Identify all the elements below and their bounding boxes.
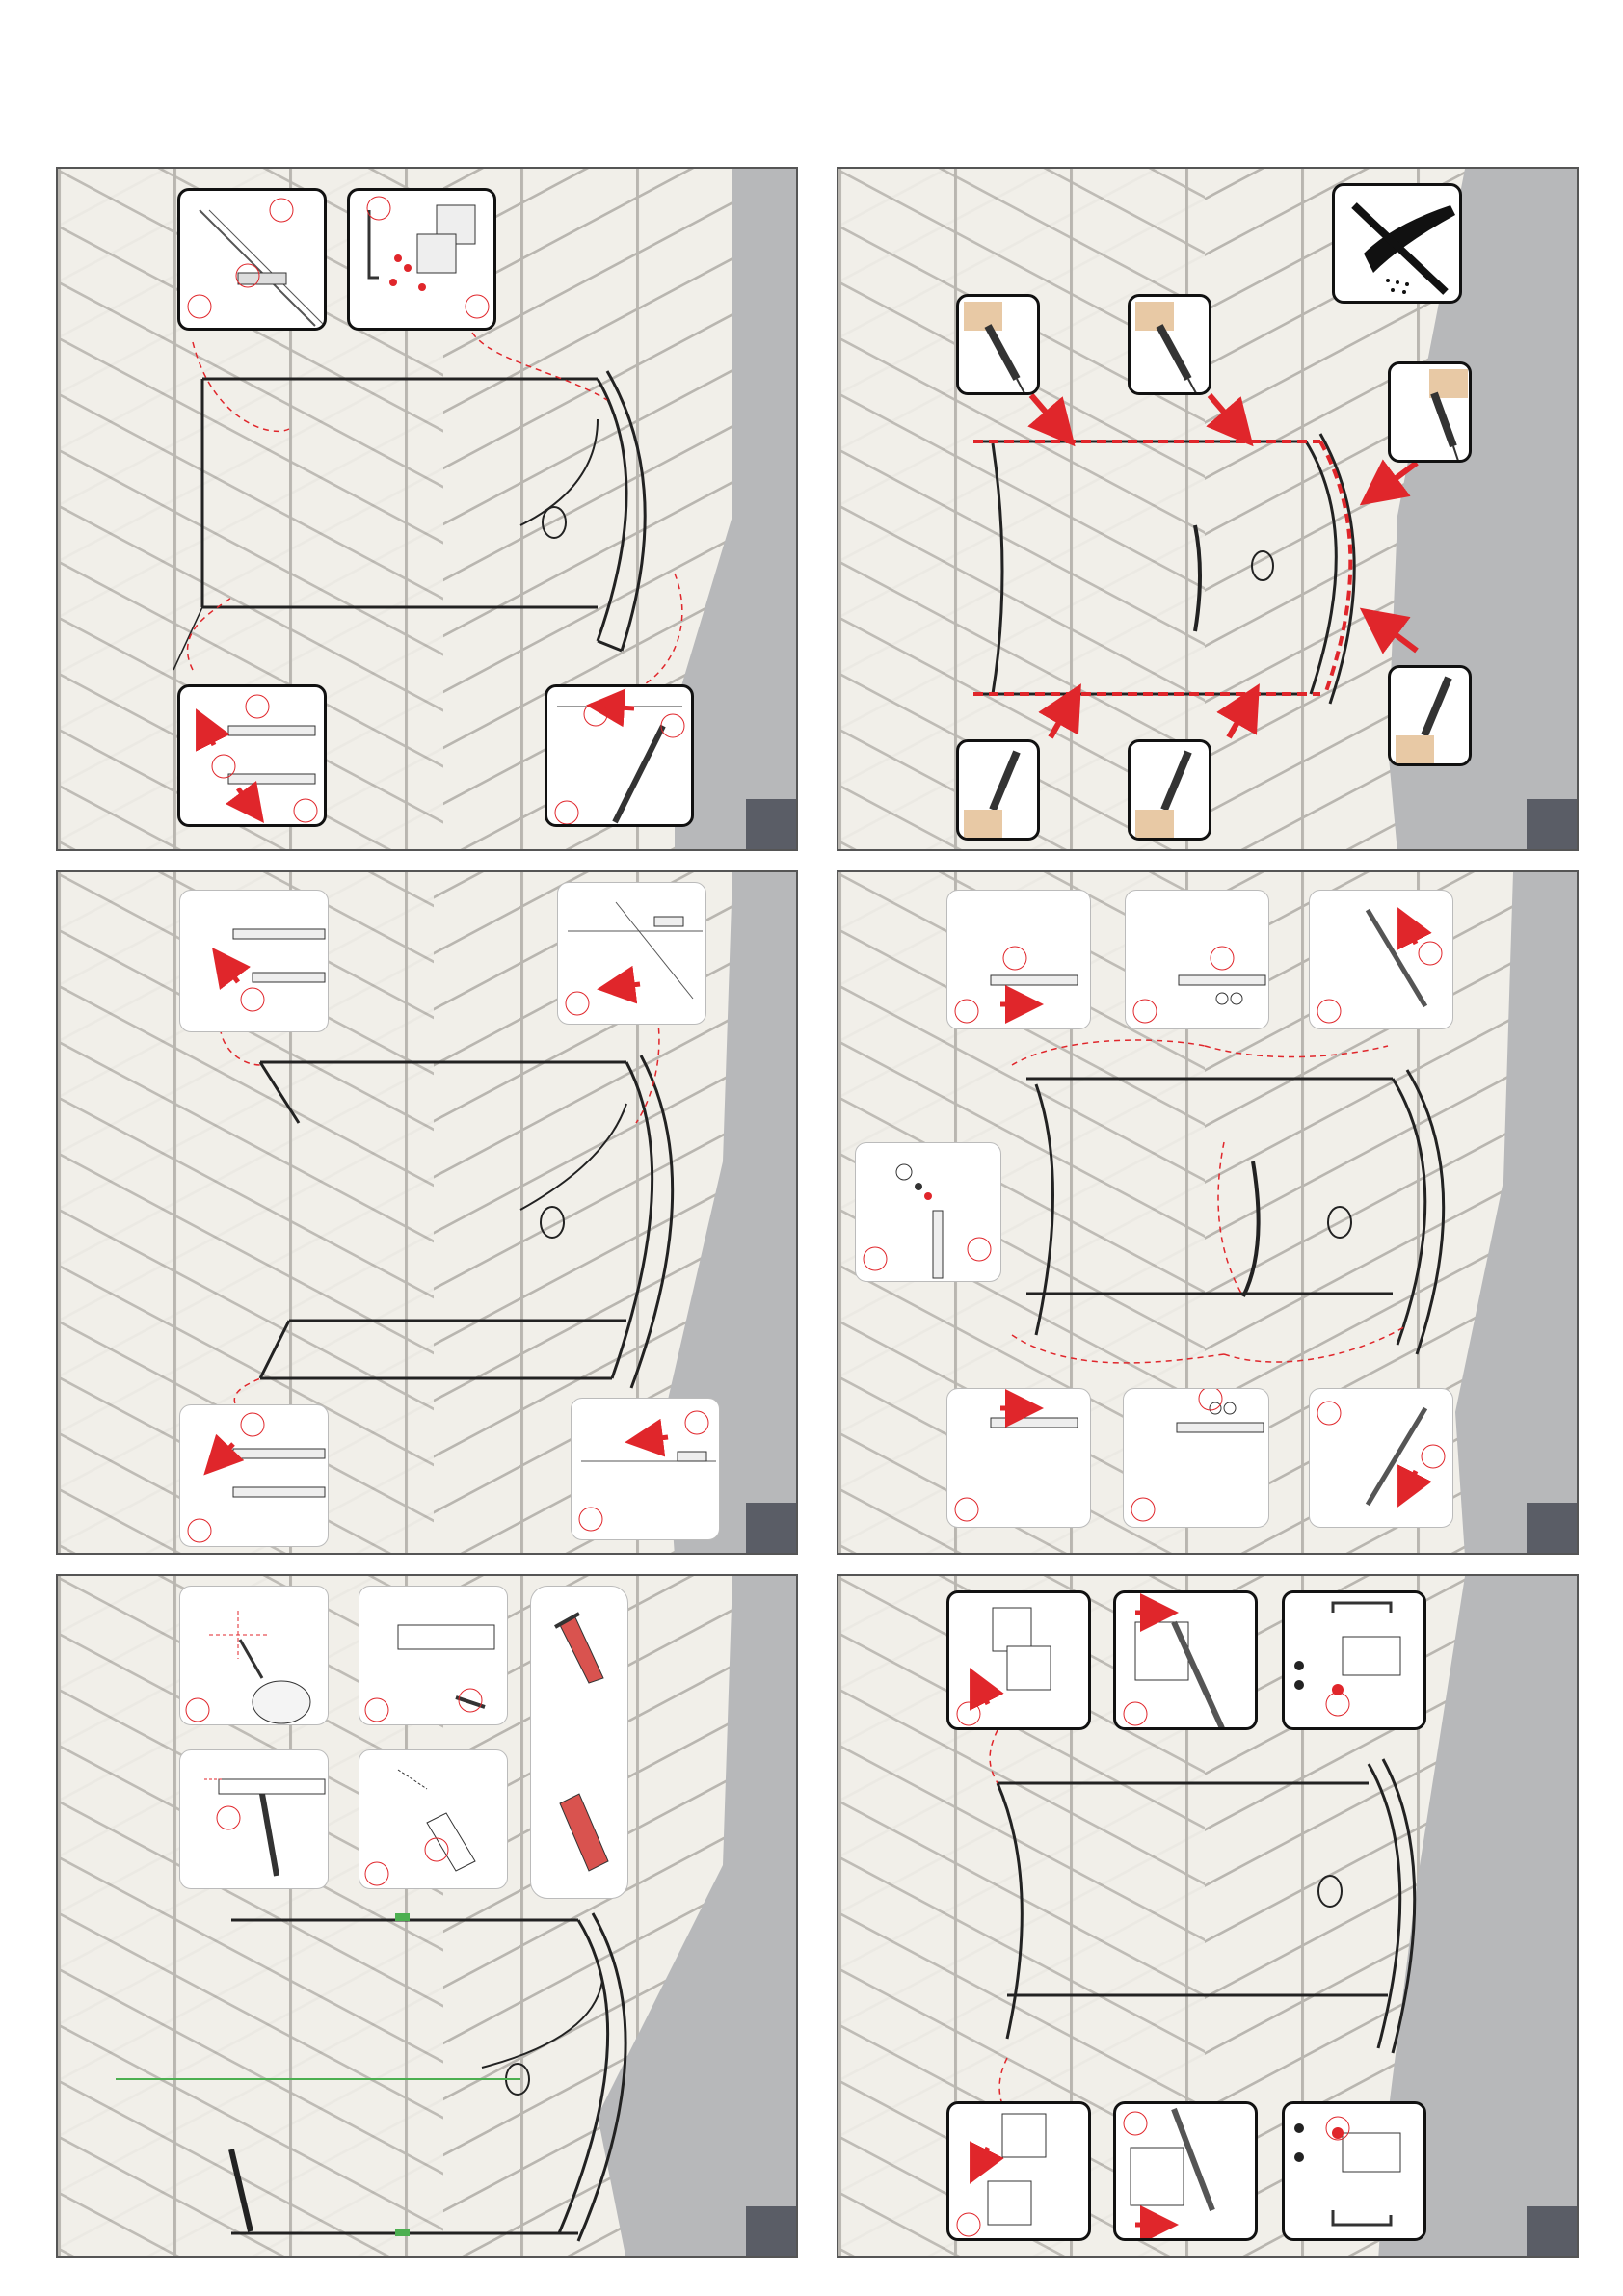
- step-badge: [746, 1503, 796, 1553]
- inset-bottom-left: [179, 1404, 329, 1547]
- inset-bracket-1: [946, 1590, 1091, 1730]
- inset-bracket-2: [1113, 1590, 1258, 1730]
- inset-top-left: [179, 890, 329, 1032]
- inset-vertical-profile: [179, 1749, 329, 1889]
- inset-screw-and-plug: [530, 1586, 628, 1899]
- wall-plug-icon: [560, 1794, 608, 1871]
- panel-1: [56, 167, 798, 851]
- no-water-spray-icon: [1332, 183, 1462, 304]
- screw-icon: [555, 1614, 603, 1683]
- silicone-sealant-icon: [956, 739, 1040, 841]
- inset-bracket-3: [1282, 1590, 1426, 1730]
- inset-4: [855, 1142, 1001, 1282]
- step-badge: [1527, 1503, 1577, 1553]
- step-badge: [746, 2206, 796, 2256]
- panel-5: [56, 1574, 798, 2258]
- silicone-sealant-icon: [1388, 665, 1472, 766]
- inset-1: [946, 890, 1091, 1029]
- inset-bottom-left: [177, 684, 327, 827]
- drill-icon: [179, 1586, 329, 1725]
- inset-top-right: [557, 882, 706, 1025]
- inset-bracket-5: [1113, 2101, 1258, 2241]
- inset-hardware-kit: [347, 188, 496, 331]
- inset-5: [946, 1388, 1091, 1528]
- silicone-sealant-icon: [1128, 739, 1211, 841]
- step-badge: [1527, 799, 1577, 849]
- silicone-sealant-icon: [1128, 294, 1211, 395]
- inset-bracket-6: [1282, 2101, 1426, 2241]
- panel-2: [837, 167, 1579, 851]
- inset-bottom-right: [545, 684, 694, 827]
- inset-7: [1309, 1388, 1453, 1528]
- spirit-level-indicator: [395, 1913, 410, 1921]
- inset-top-left: [177, 188, 327, 331]
- spirit-level-indicator: [395, 2229, 410, 2236]
- panel-3: [56, 870, 798, 1555]
- inset-profile: [359, 1586, 508, 1725]
- step-badge: [1527, 2206, 1577, 2256]
- panel-6: [837, 1574, 1579, 2258]
- inset-bracket-4: [946, 2101, 1091, 2241]
- inset-6: [1123, 1388, 1269, 1528]
- inset-2: [1125, 890, 1269, 1029]
- inset-wall-plug: [359, 1749, 508, 1889]
- inset-3: [1309, 890, 1453, 1029]
- silicone-sealant-icon: [1388, 361, 1472, 463]
- inset-bottom-right: [571, 1398, 720, 1540]
- silicone-sealant-icon: [956, 294, 1040, 395]
- step-badge: [746, 799, 796, 849]
- panel-4: [837, 870, 1579, 1555]
